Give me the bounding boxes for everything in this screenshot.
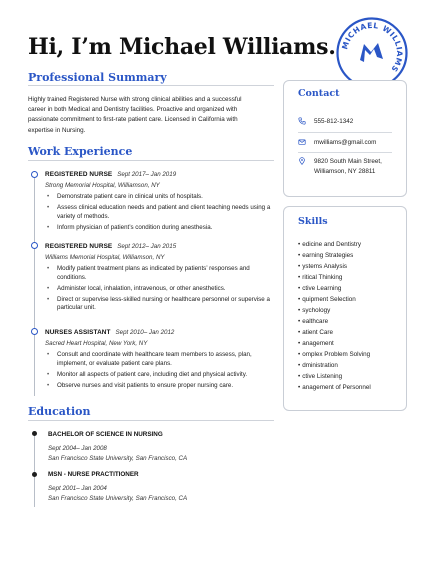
education-degree: MSN - NURSE PRACTITIONER bbox=[48, 471, 139, 478]
education-heading: Education bbox=[28, 405, 91, 418]
education-dates: Sept 2001– Jan 2004 bbox=[48, 485, 107, 492]
summary-divider bbox=[28, 85, 274, 86]
skill-item: • ctive Listening bbox=[298, 373, 342, 380]
education-school: San Francisco State University, San Francisco, CA bbox=[48, 455, 188, 462]
professional-summary bbox=[28, 95, 268, 136]
job-employer: Strong Memorial Hospital, Williamson, NY bbox=[45, 182, 160, 189]
contact-email-text[interactable]: mwilliams@gmail.com bbox=[314, 139, 377, 146]
job-bullet: • Demonstrate patient care in clinical units of hospitals. bbox=[45, 193, 280, 202]
job-entry bbox=[45, 171, 280, 235]
experience-divider bbox=[28, 160, 274, 161]
summary-heading: Professional Summary bbox=[28, 71, 167, 84]
education-entry bbox=[48, 471, 278, 502]
contact-card bbox=[283, 80, 407, 197]
skill-item: • ctive Learning bbox=[298, 285, 341, 292]
job-bullet: • Administer local, inhalation, intravenous, or other anesthetics. bbox=[45, 285, 280, 294]
monogram-logo-icon bbox=[336, 17, 408, 89]
summary-line: expertise in Nursing. bbox=[28, 126, 86, 134]
skill-item: • dministration bbox=[298, 362, 338, 369]
page-title: Hi, I’m Michael Williams. bbox=[28, 34, 336, 60]
skills-card bbox=[283, 206, 407, 411]
timeline-marker bbox=[31, 242, 38, 249]
skill-item: • ealthcare bbox=[298, 318, 328, 325]
summary-line: passionate commitment to first-rate patient care. Licensed in California with bbox=[28, 116, 238, 124]
svg-text:MICHAEL WILLIAMS: MICHAEL WILLIAMS bbox=[340, 20, 405, 74]
education-entry bbox=[48, 431, 278, 462]
skill-item: • edicine and Dentistry bbox=[298, 241, 361, 248]
job-bullet: • Modify patient treatment plans as indicated by patients’ responses and conditions. bbox=[45, 265, 280, 282]
skill-item: • ystems Analysis bbox=[298, 263, 347, 270]
phone-icon bbox=[298, 117, 306, 125]
skill-item: • sychology bbox=[298, 307, 330, 314]
address-line-2: Williamson, NY 28811 bbox=[314, 168, 376, 175]
timeline-marker bbox=[31, 171, 38, 178]
contact-divider bbox=[298, 132, 392, 133]
summary-line: Highly trained Registered Nurse with strong clinical abilities and a successful bbox=[28, 96, 242, 103]
job-bullet: • Consult and coordinate with healthcare team members to assess, plan, implement, or evaluate patient care plans. bbox=[45, 351, 280, 368]
contact-address-text bbox=[314, 157, 414, 176]
job-employer: Sacred Heart Hospital, New York, NY bbox=[45, 340, 148, 347]
skill-item: • ritical Thinking bbox=[298, 274, 342, 281]
contact-divider bbox=[298, 152, 392, 153]
job-bullet: • Inform physician of patient’s condition during anesthesia. bbox=[45, 224, 280, 233]
education-degree: BACHELOR OF SCIENCE IN NURSING bbox=[48, 431, 163, 438]
job-employer: Williams Memorial Hospital, Williamson, NY bbox=[45, 254, 165, 261]
skill-item: • anagement of Personnel bbox=[298, 384, 371, 391]
skills-heading: Skills bbox=[298, 216, 328, 227]
job-bullet: • Direct or supervise less-skilled nursing or healthcare personnel or supervise a particular unit. bbox=[45, 296, 280, 313]
location-pin-icon bbox=[298, 157, 306, 165]
education-dates: Sept 2004– Jan 2008 bbox=[48, 445, 107, 452]
skill-item: • omplex Problem Solving bbox=[298, 351, 370, 358]
skill-item: • atient Care bbox=[298, 329, 333, 336]
timeline-marker bbox=[31, 328, 38, 335]
contact-heading: Contact bbox=[298, 88, 340, 99]
address-line-1: 9820 South Main Street, bbox=[314, 158, 382, 165]
contact-phone-text: 555-812-1342 bbox=[314, 118, 354, 125]
job-bullet: • Observe nurses and visit patients to ensure proper nursing care. bbox=[45, 382, 280, 391]
education-divider bbox=[28, 420, 274, 421]
education-timeline bbox=[34, 435, 35, 507]
job-entry bbox=[45, 243, 280, 315]
job-title: REGISTERED NURSE bbox=[45, 171, 113, 178]
education-marker bbox=[32, 472, 37, 477]
education-marker bbox=[32, 431, 37, 436]
job-title: NURSES ASSISTANT bbox=[45, 329, 111, 336]
job-dates: Sept 2017– Jan 2019 bbox=[117, 171, 177, 178]
experience-timeline bbox=[34, 178, 35, 396]
summary-line: career in both Medical and Dentistry facilities. Proactive and organized with bbox=[28, 106, 238, 114]
job-bullet: • Assess clinical education needs and patient and client teaching needs using a variety of methods. bbox=[45, 204, 280, 221]
job-dates: Sept 2012– Jan 2015 bbox=[117, 243, 177, 250]
experience-heading: Work Experience bbox=[28, 145, 133, 158]
job-entry bbox=[45, 329, 280, 393]
job-bullet: • Monitor all aspects of patient care, including diet and physical activity. bbox=[45, 371, 280, 380]
skill-item: • anagement bbox=[298, 340, 334, 347]
education-school: San Francisco State University, San Francisco, CA bbox=[48, 495, 188, 502]
job-dates: Sept 2010– Jan 2012 bbox=[115, 329, 175, 336]
email-icon bbox=[298, 138, 306, 146]
skill-item: • quipment Selection bbox=[298, 296, 356, 303]
skill-item: • earning Strategies bbox=[298, 252, 353, 259]
job-title: REGISTERED NURSE bbox=[45, 243, 113, 250]
